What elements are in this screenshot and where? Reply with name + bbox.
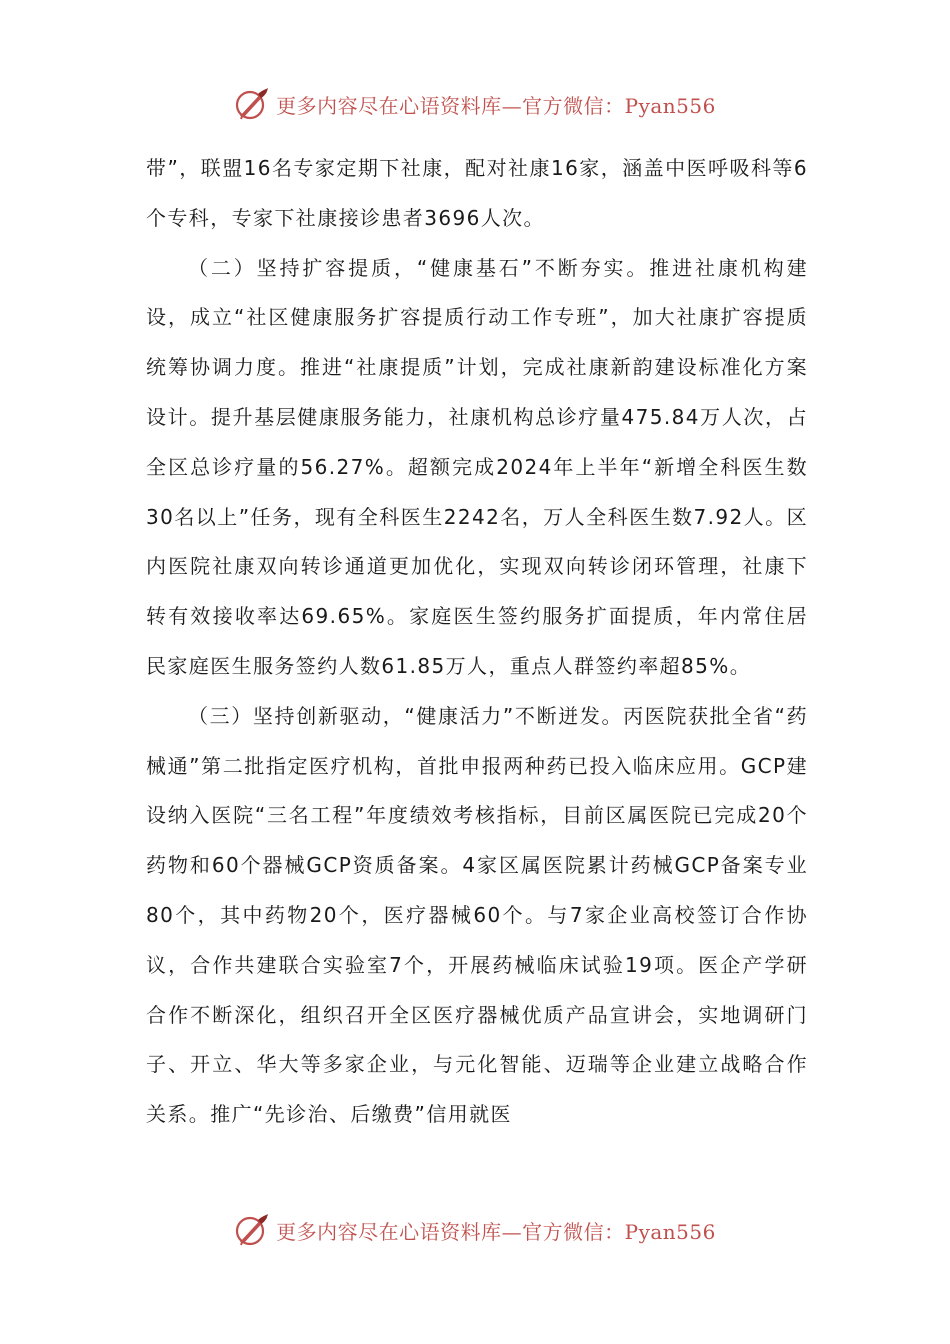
paragraph-section-three: （三）坚持创新驱动，“健康活力”不断迸发。丙医院获批全省“药械通”第二批指定医疗机构，首批申报两种药已投入临床应用。GCP建设纳入医院“三名工程”年度绩效考核指标，目前区属医院已完成20个药物和60个器械GCP资质备案。4家区属医院累计药械GCP备案专业80个，其中药物20个，医疗器械60个。与7家企业高校签订合作协议，合作共建联合实验室7个，开展药械临床试验19项。医企产学研合作不断深化，组织召开全区医疗器械优质产品宣讲会，实地调研门子、开立、华大等多家企业，与元化智能、迈瑞等企业建立战略合作关系。推广“先诊治、后缴费”信用就医: [146, 703, 808, 1127]
document-body: [146, 144, 808, 1140]
footer-banner: [0, 1210, 950, 1250]
header-banner-text: 更多内容尽在心语资料库—官方微信：Pyan556: [276, 93, 716, 118]
header-banner-content: [234, 86, 716, 122]
header-banner: [0, 84, 950, 124]
paragraph-continuation: 带”，联盟16名专家定期下社康，配对社康16家，涵盖中医呼吸科等6个专科，专家下社康接诊患者3696人次。: [146, 156, 808, 230]
footer-banner-text: 更多内容尽在心语资料库—官方微信：Pyan556: [276, 1219, 716, 1244]
paragraph-section-two: （二）坚持扩容提质，“健康基石”不断夯实。推进社康机构建设，成立“社区健康服务扩容提质行动工作专班”，加大社康扩容提质统筹协调力度。推进“社康提质”计划，完成社康新韵建设标准化方案设计。提升基层健康服务能力，社康机构总诊疗量475.84万人次，占全区总诊疗量的56.27%。超额完成2024年上半年“新增全科医生数30名以上”任务，现有全科医生2242名，万人全科医生数7.92人。区内医院社康双向转诊通道更加优化，实现双向转诊闭环管理，社康下转有效接收率达69.65%。家庭医生签约服务扩面提质，年内常住居民家庭医生服务签约人数61.85万人，重点人群签约率超85%。: [146, 255, 808, 678]
footer-banner-content: [234, 1212, 716, 1248]
quill-pen-logo-icon: [234, 1212, 270, 1248]
quill-pen-logo-icon: [234, 86, 270, 122]
